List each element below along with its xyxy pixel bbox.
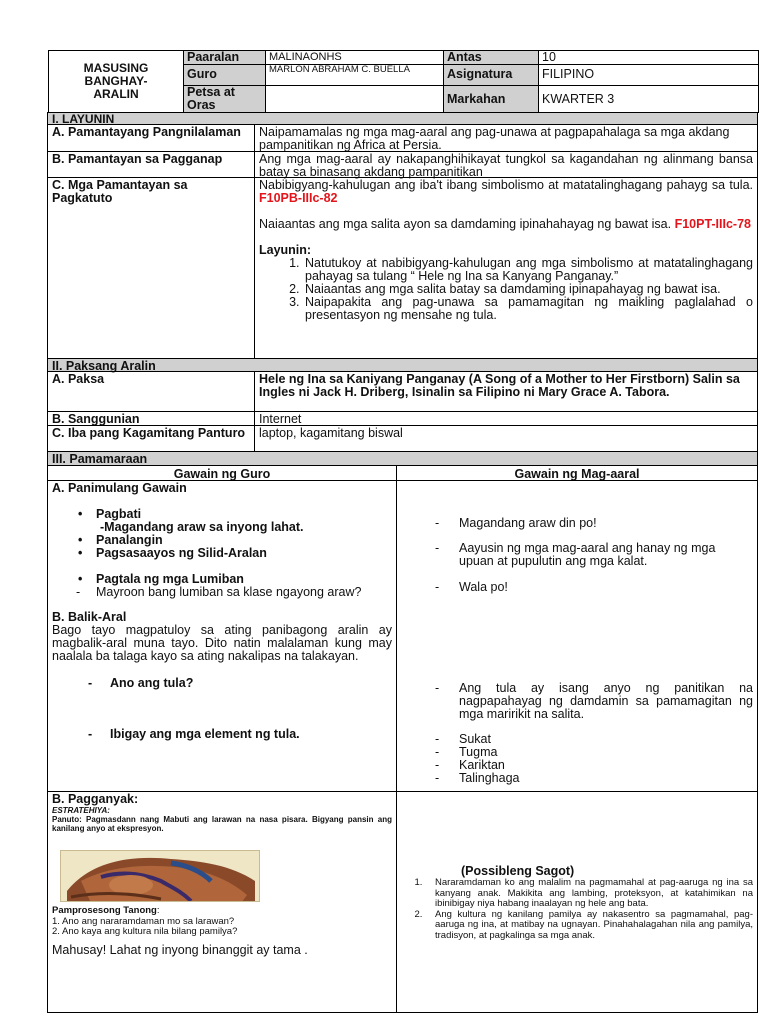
tanong-1: 1. Ano ang nararamdaman mo sa larawan? (52, 915, 235, 927)
objective-item: 2. Naiaantas ang mga salita batay sa damdaming ipinapahayag ng bawat isa. (303, 283, 753, 296)
paksa-label: A. Paksa (47, 371, 255, 412)
mother-child-painting (60, 850, 260, 902)
pagkatuto-text-1: Nabibigyang-kahulugan ang iba't ibang simbolismo at matatalinghagang pahayg sa tula. F10PB-IIIc-82 (259, 178, 753, 205)
objective-item: 3. Naipapakita ang pag-unawa sa pamamagitan ng maikling paglalahad o presentasyon ng mensahe ng tula. (303, 296, 753, 322)
lesson-plan-document (48, 50, 758, 1013)
sanggunian-value: Internet (254, 411, 758, 426)
competency-code-2: F10PT-IIIc-78 (674, 217, 751, 231)
lumiban-question: - Mayroon bang lumiban sa klase ngayong araw? (76, 585, 362, 599)
competency-code-1: F10PB-IIIc-82 (259, 191, 338, 205)
possibleng-sagot-list (401, 878, 753, 941)
bullet-icon: • (78, 533, 83, 547)
dash-icon: - (88, 676, 93, 690)
pamamaraan-column-headers (48, 466, 758, 481)
mahusay-text: Mahusay! Lahat ng inyong binanggit ay tama . (52, 942, 308, 957)
pamantayan-pagkatuto-content (254, 177, 758, 359)
panimulang-gawain-heading: A. Panimulang Gawain (52, 481, 187, 495)
sagot-item: 2. Ang kultura ng kanilang pamilya ay nakasentro sa pagmamahal, pag-aaruga ng ina, at matibay na ugnayan. Pinahahalagahan nila ang pamilya, tradisyon, at pagkalinga sa mga anak. (425, 910, 753, 942)
possibleng-sagot-heading: (Possibleng Sagot) (461, 864, 575, 878)
sagot-item: 1. Nararamdaman ko ang malalim na pagmamahal at pag-aaruga ng ina sa kanyang anak. Makikita ang lambing, proteksyon, at katahimikan na ibinibigay niya habang inaalayan ng hele ang bata. (425, 878, 753, 910)
pagganyak-row (48, 792, 758, 1013)
pamamaraan-body (48, 481, 758, 792)
asignatura-value: FILIPINO (538, 64, 759, 86)
sanggunian-row (48, 412, 758, 426)
pagbati-line: -Magandang araw sa inyong lahat. (100, 520, 304, 534)
paksa-row (48, 372, 758, 412)
pamantayan-pagganap-label: B. Pamantayan sa Pagganap (47, 151, 255, 178)
pagganyak-mag-aaral-column (396, 791, 758, 1013)
antas-value: 10 (538, 50, 759, 65)
header-table (49, 51, 758, 113)
guro-label: Guro (183, 64, 266, 86)
dash-icon: - (435, 580, 440, 594)
element-kariktan: - Kariktan (435, 758, 505, 772)
tanong-2: 2. Ano kaya ang kultura nila bilang pamilya? (52, 926, 238, 937)
paksang-aralin-heading: II. Paksang Aralin (47, 358, 758, 372)
layunin-label: Layunin: (259, 243, 312, 257)
objectives-list (259, 257, 753, 322)
dash-icon: - (88, 727, 93, 741)
element-sukat: - Sukat (435, 732, 491, 746)
pagsasaayos-item: • Pagsasaayos ng Silid-Aralan (52, 547, 392, 560)
bullet-icon: • (78, 572, 83, 586)
dash-icon: - (435, 758, 440, 772)
gawain-mag-aaral-header: Gawain ng Mag-aaral (396, 465, 758, 481)
sagot-wala: - Wala po! (435, 580, 508, 594)
dash-icon: - (435, 771, 440, 785)
element-question: - Ibigay ang mga element ng tula. (88, 727, 300, 741)
element-talinghaga: - Talinghaga (435, 771, 520, 785)
gawain-guro-column (47, 480, 397, 792)
pamantayan-pagganap-value: Ang mga mag-aaral ay nakapanghihikayat tungkol sa kagandahan ng alinmang bansa batay sa binasang akdang pampanitikan (254, 151, 758, 178)
paaralan-label: Paaralan (183, 50, 266, 65)
pamamaraan-heading: III. Pamamaraan (47, 451, 758, 466)
sagot-ayos: - Aayusin ng mga mag-aaral ang hanay ng mga upuan at pupulutin ang mga kalat. (435, 541, 716, 568)
element-tugma: - Tugma (435, 745, 498, 759)
markahan-label: Markahan (443, 85, 539, 113)
balik-aral-heading: B. Balik-Aral (52, 610, 127, 624)
petsa-label: Petsa at Oras (183, 85, 266, 113)
sagot-bati: - Magandang araw din po! (435, 516, 597, 530)
painting-image (61, 851, 260, 902)
gawain-guro-header: Gawain ng Guro (47, 465, 397, 481)
pamantayang-pangnilalaman-value: Naipamamalas ng mga mag-aaral ang pag-unawa at pagpapahalaga sa mga akdang pampanitikan ng Africa at Persia. (254, 124, 758, 152)
estratehiya-label: ESTRATEHIYA: (52, 806, 110, 815)
tula-question: - Ano ang tula? (88, 676, 194, 690)
panuto-text: Panuto: Pagmasdann nang Mabuti ang larawan na nasa pisara. Bigyang pansin ang kanilang anyo at ekspresyon. (52, 815, 392, 833)
pamantayan-pagkatuto-label: C. Mga Pamantayan sa Pagkatuto (47, 177, 255, 359)
dash-icon: - (435, 516, 440, 530)
pamantayan-pagkatuto-row (48, 178, 758, 359)
gawain-mag-aaral-column (396, 480, 758, 792)
pamprosesong-tanong-label: Pamprosesong Tanong: (52, 905, 160, 916)
pamantayang-pangnilalaman-row (48, 125, 758, 152)
dash-icon: - (435, 745, 440, 759)
paaralan-value: MALINAONHS (265, 50, 444, 65)
dash-icon: - (435, 541, 440, 555)
document-title: MASUSING BANGHAY-ARALIN (48, 50, 184, 113)
balik-aral-text: Bago tayo magpatuloy sa ating panibagong aralin ay magbalik-aral muna tayo. Dito natin malalaman kung may naalala ba talaga kayo sa ating nakalipas na talakayan. (52, 623, 392, 663)
layunin-heading: I. LAYUNIN (47, 112, 758, 125)
bullet-icon: • (78, 546, 83, 560)
antas-label: Antas (443, 50, 539, 65)
asignatura-label: Asignatura (443, 64, 539, 86)
sagot-tula: - Ang tula ay isang anyo ng panitikan na nagpapahayag ng damdamin sa pamamagitan ng mga maririkit na salita. (435, 681, 753, 721)
sanggunian-label: B. Sanggunian (47, 411, 255, 426)
paksa-value: Hele ng Ina sa Kaniyang Panganay (A Song of a Mother to Her Firstborn) Salin sa Ingles ni Jack H. Driberg, Isinalin sa Filipino ni Mary Grace A. Tabora. (254, 371, 758, 412)
pamantayang-pangnilalaman-label: A. Pamantayang Pangnilalaman (47, 124, 255, 152)
markahan-value: KWARTER 3 (538, 85, 759, 113)
pagganyak-heading: B. Pagganyak: (52, 792, 139, 806)
kagamitan-value: laptop, kagamitang biswal (254, 425, 758, 452)
bullet-icon: • (78, 507, 83, 521)
kagamitan-row (48, 426, 758, 452)
pamantayan-pagganap-row (48, 152, 758, 178)
panalangin-item: • Panalangin (52, 534, 392, 547)
pagganyak-guro-column (47, 791, 397, 1013)
pagkatuto-text-2: Naiaantas ang mga salita ayon sa damdaming ipinahahayag ng bawat isa. F10PT-IIIc-78 (259, 217, 751, 231)
petsa-value (265, 85, 444, 113)
dash-icon: - (435, 732, 440, 746)
dash-icon: - (435, 681, 440, 695)
objective-item: 1. Natutukoy at nabibigyang-kahulugan ang mga simbolismo at matatalinghagang pahayag sa tulang “ Hele ng Ina sa Kanyang Panganay.” (303, 257, 753, 283)
dash-icon: - (76, 585, 81, 599)
kagamitan-label: C. Iba pang Kagamitang Panturo (47, 425, 255, 452)
pagbati-item: • Pagbati (52, 508, 392, 521)
guro-value: MARLON ABRAHAM C. BUELLA (265, 64, 444, 86)
pagtala-item: • Pagtala ng mga Lumiban (52, 573, 392, 586)
